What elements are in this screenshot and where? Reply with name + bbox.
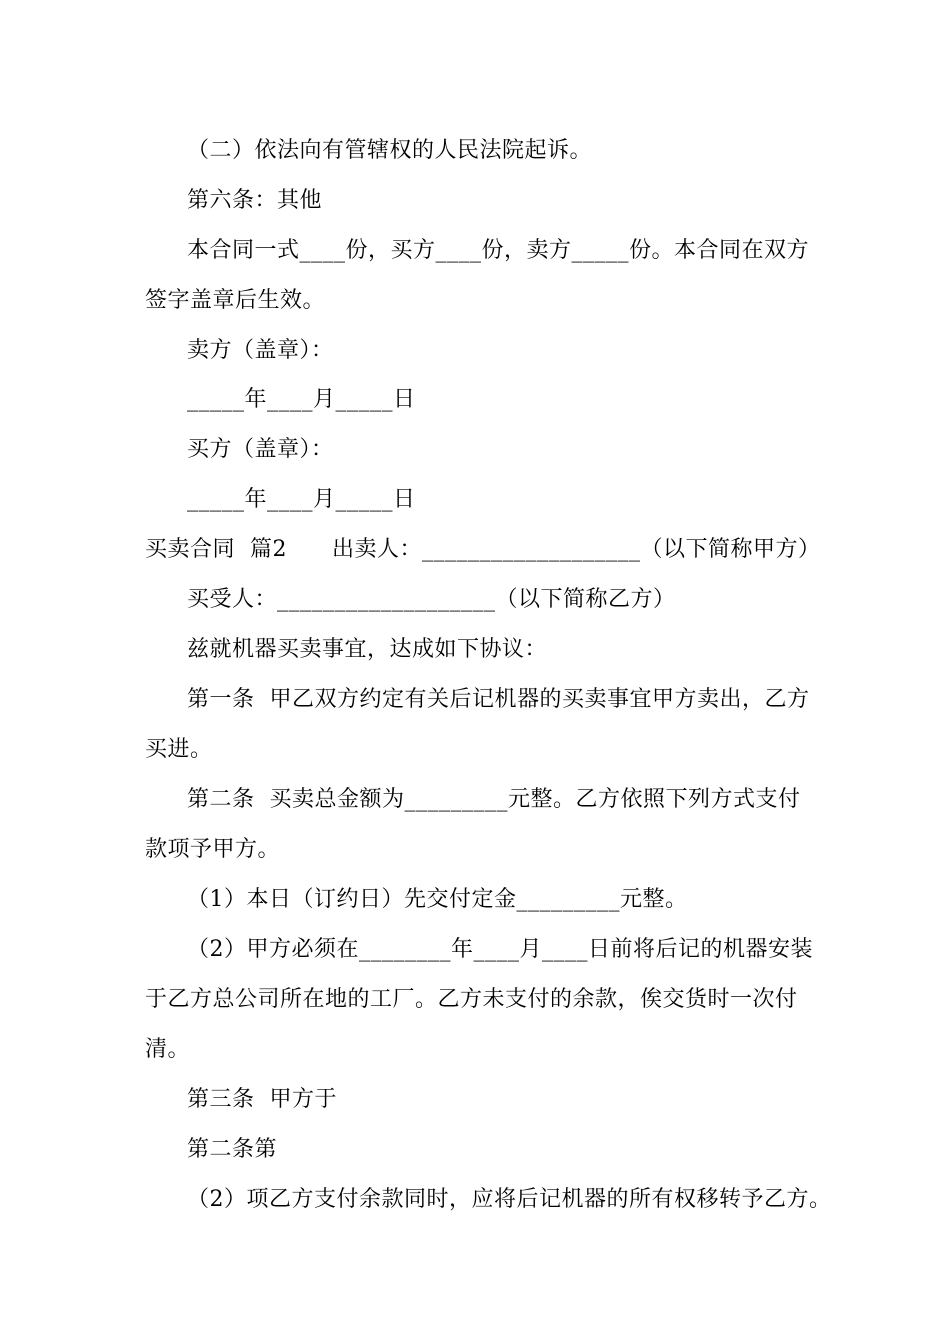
seller-seal-label: 卖方（盖章）：	[187, 338, 334, 363]
heading-article-6: 第六条：其他	[187, 188, 323, 213]
article-2-item-2-continued: 于乙方总公司所在地的工厂。乙方未支付的余款，俟交货时一次付	[145, 987, 798, 1012]
agreement-intro: 兹就机器买卖事宜，达成如下协议：	[187, 637, 548, 662]
paragraph-copies-continued: 签字盖章后生效。	[145, 288, 326, 313]
buyer-seal-label: 买方（盖章）：	[187, 437, 334, 462]
seller-sign-date: _____年____月_____日	[187, 387, 416, 412]
buyer-party-line: 买受人：___________________（以下简称乙方）	[187, 587, 676, 612]
article-2-continued: 款项予甲方。	[145, 837, 281, 862]
article-2-item-2: （2）甲方必须在________年____月____日前将后记的机器安装	[187, 937, 813, 962]
article-3-transfer: （2）项乙方支付余款同时，应将后记机器的所有权移转予乙方。	[187, 1187, 832, 1212]
article-3-reference: 第二条第	[187, 1137, 278, 1162]
paragraph-copies: 本合同一式____份，买方____份，卖方_____份。本合同在双方	[187, 238, 810, 263]
buyer-sign-date: _____年____月_____日	[187, 487, 416, 512]
contract-2-title-seller: 买卖合同 篇2 出卖人：___________________（以下简称甲方）	[145, 537, 821, 562]
article-1-continued: 买进。	[145, 737, 213, 762]
article-3: 第三条 甲方于	[187, 1087, 337, 1112]
paragraph-dispute-litigation: （二）依法向有管辖权的人民法院起诉。	[187, 138, 593, 163]
article-1: 第一条 甲乙双方约定有关后记机器的买卖事宜甲方卖出，乙方	[187, 687, 810, 712]
article-2: 第二条 买卖总金额为_________元整。乙方依照下列方式支付	[187, 787, 801, 812]
article-2-item-2-end: 清。	[145, 1037, 191, 1062]
article-2-item-1: （1）本日（订约日）先交付定金_________元整。	[187, 887, 688, 912]
